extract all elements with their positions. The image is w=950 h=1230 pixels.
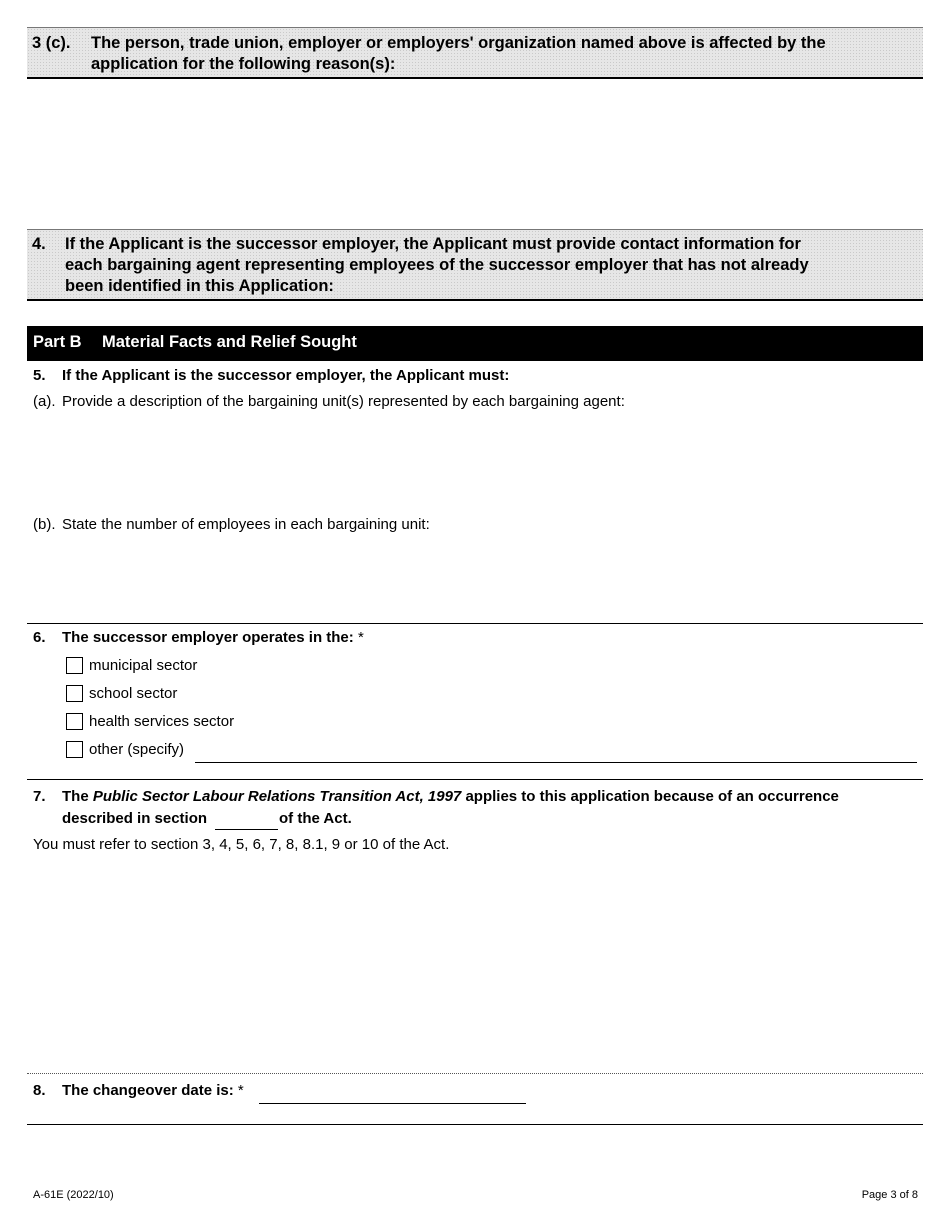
- section-8-number: 8.: [33, 1082, 46, 1099]
- part-b-title: Material Facts and Relief Sought: [102, 333, 357, 351]
- section-4-number: 4.: [32, 235, 46, 253]
- section-5-number: 5.: [33, 367, 46, 384]
- option-other: other (specify): [89, 741, 185, 758]
- section-4-header: [27, 229, 923, 301]
- option-municipal-sector: municipal sector: [89, 657, 198, 674]
- section-7-of-act: of the Act.: [279, 810, 352, 827]
- section-7-line-1: [62, 787, 839, 806]
- divider: [27, 1073, 923, 1074]
- section-7-described: described in section: [62, 810, 208, 827]
- required-asterisk: *: [357, 629, 364, 646]
- section-4-heading: If the Applicant is the successor employer, the Applicant must provide contact information for each bargaining agent representing employees of the successor employer that has not already been identified in this Application:: [65, 235, 809, 295]
- section-7-number: 7.: [33, 788, 46, 805]
- section-6-heading: The successor employer operates in the:: [62, 629, 354, 646]
- changeover-date-input[interactable]: [259, 1085, 526, 1104]
- section-5b-text: State the number of employees in each bargaining unit:: [62, 516, 430, 533]
- section-5a-field[interactable]: [27, 414, 927, 514]
- section-number-input[interactable]: [215, 811, 278, 830]
- divider: [27, 779, 923, 780]
- section-6-number: 6.: [33, 629, 46, 646]
- section-7-applies: applies to this application because of an occurrence: [465, 788, 839, 805]
- section-5a-label: (a).: [33, 393, 56, 410]
- divider: [27, 1124, 923, 1125]
- section-8-heading-line: [62, 1081, 244, 1100]
- act-name: Public Sector Labour Relations Transition Act, 1997: [92, 788, 462, 805]
- section-3c-header: [27, 27, 923, 79]
- section-7-field[interactable]: [27, 858, 927, 1072]
- section-6-heading-line: [62, 628, 364, 647]
- section-8-heading: The changeover date is:: [62, 1082, 234, 1099]
- checkbox-school-sector[interactable]: [66, 685, 83, 702]
- checkbox-health-services-sector[interactable]: [66, 713, 83, 730]
- section-5b-field[interactable]: [27, 537, 927, 623]
- other-specify-input[interactable]: [195, 744, 917, 763]
- required-asterisk: *: [237, 1082, 244, 1099]
- section-3c-reason-field[interactable]: [27, 80, 927, 230]
- section-5a-text: Provide a description of the bargaining unit(s) represented by each bargaining agent:: [62, 393, 625, 410]
- checkbox-municipal-sector[interactable]: [66, 657, 83, 674]
- divider: [27, 623, 923, 624]
- form-code: A-61E (2022/10): [33, 1189, 114, 1201]
- checkbox-other[interactable]: [66, 741, 83, 758]
- section-3c-heading: The person, trade union, employer or employers' organization named above is affected by the application for the following reason(s):: [91, 34, 826, 73]
- section-5-heading: If the Applicant is the successor employer, the Applicant must:: [62, 367, 510, 384]
- option-school-sector: school sector: [89, 685, 178, 702]
- part-b-label: Part B: [33, 333, 82, 351]
- section-5b-label: (b).: [33, 516, 56, 533]
- page-number: Page 3 of 8: [861, 1189, 918, 1201]
- part-b-header: [27, 326, 923, 361]
- option-health-services-sector: health services sector: [89, 713, 235, 730]
- section-3c-number: 3 (c).: [32, 34, 71, 52]
- section-7-note: You must refer to section 3, 4, 5, 6, 7, 8, 8.1, 9 or 10 of the Act.: [33, 836, 450, 853]
- section-7-the: The: [62, 788, 89, 805]
